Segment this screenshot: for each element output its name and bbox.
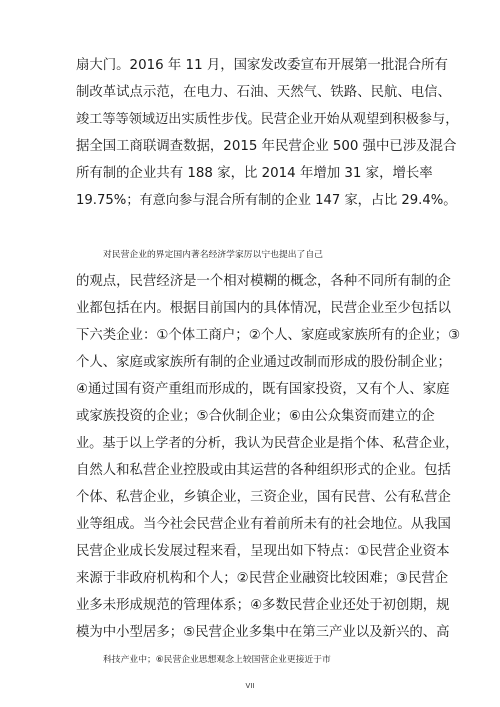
text-line: 据全国工商联调查数据，2015 年民营企业 500 强中已涉及混合 <box>76 139 457 154</box>
text-line: 来源于非政府机构和个人；②民营企业融资比较困难；③民营企 <box>76 571 449 586</box>
text-line: 下六类企业：①个体工商户；②个人、家庭或家族所有的企业；③ <box>76 328 461 343</box>
text-line: 业等组成。当今社会民营企业有着前所未有的社会地位。从我国 <box>76 517 451 532</box>
text-line: 所有制的企业共有 188 家，比 2014 年增加 31 家，增长率 <box>76 166 433 181</box>
text-line: ④通过国有资产重组而形成的，既有国家投资，又有个人、家庭 <box>76 382 450 397</box>
text-line: 业多未形成规范的管理体系；④多数民营企业还处于初创期，规 <box>76 598 450 613</box>
text-line: 业。基于以上学者的分析，我认为民营企业是指个体、私营企业， <box>76 436 459 451</box>
text-line: 科技产业中；⑥民营企业思想观念上较国营企业更接近于市 <box>103 655 331 665</box>
text-line: 自然人和私营企业控股或由其运营的各种组织形式的企业。包括 <box>76 463 451 478</box>
text-line: 或家族投资的企业；⑤合伙制企业；⑥由公众集资而建立的企 <box>76 409 435 424</box>
text-line: 扇大门。2016 年 11 月，国家发改委宣布开展第一批混合所有 <box>76 58 448 73</box>
paragraph-first-line: 对民营企业的界定国内著名经济学家厉以宁也提出了自己 <box>103 250 323 260</box>
text-line: 个人、家庭或家族所有制的企业通过改制而形成的股份制企业； <box>76 355 451 370</box>
page-number: VII <box>245 682 255 690</box>
text-line: 民营企业成长发展过程来看，呈现出如下特点：①民营企业资本 <box>76 544 450 559</box>
text-line: 19.75%；有意向参与混合所有制的企业 147 家，占比 29.4%。 <box>76 193 457 208</box>
text-line: 业都包括在内。根据目前国内的具体情况，民营企业至少包括以 <box>76 301 451 316</box>
text-line: 竣工等等领域迈出实质性步伐。民营企业开始从观望到积极参与， <box>76 112 459 127</box>
text-line: 的观点，民营经济是一个相对模糊的概念，各种不同所有制的企 <box>76 274 451 289</box>
text-line: 制改革试点示范，在电力、石油、天然气、铁路、民航、电信、 <box>76 85 451 100</box>
text-line: 模为中小型居多；⑤民营企业多集中在第三产业以及新兴的、高 <box>76 625 450 640</box>
text-line: 个体、私营企业，乡镇企业，三资企业，国有民营、公有私营企 <box>76 490 451 505</box>
